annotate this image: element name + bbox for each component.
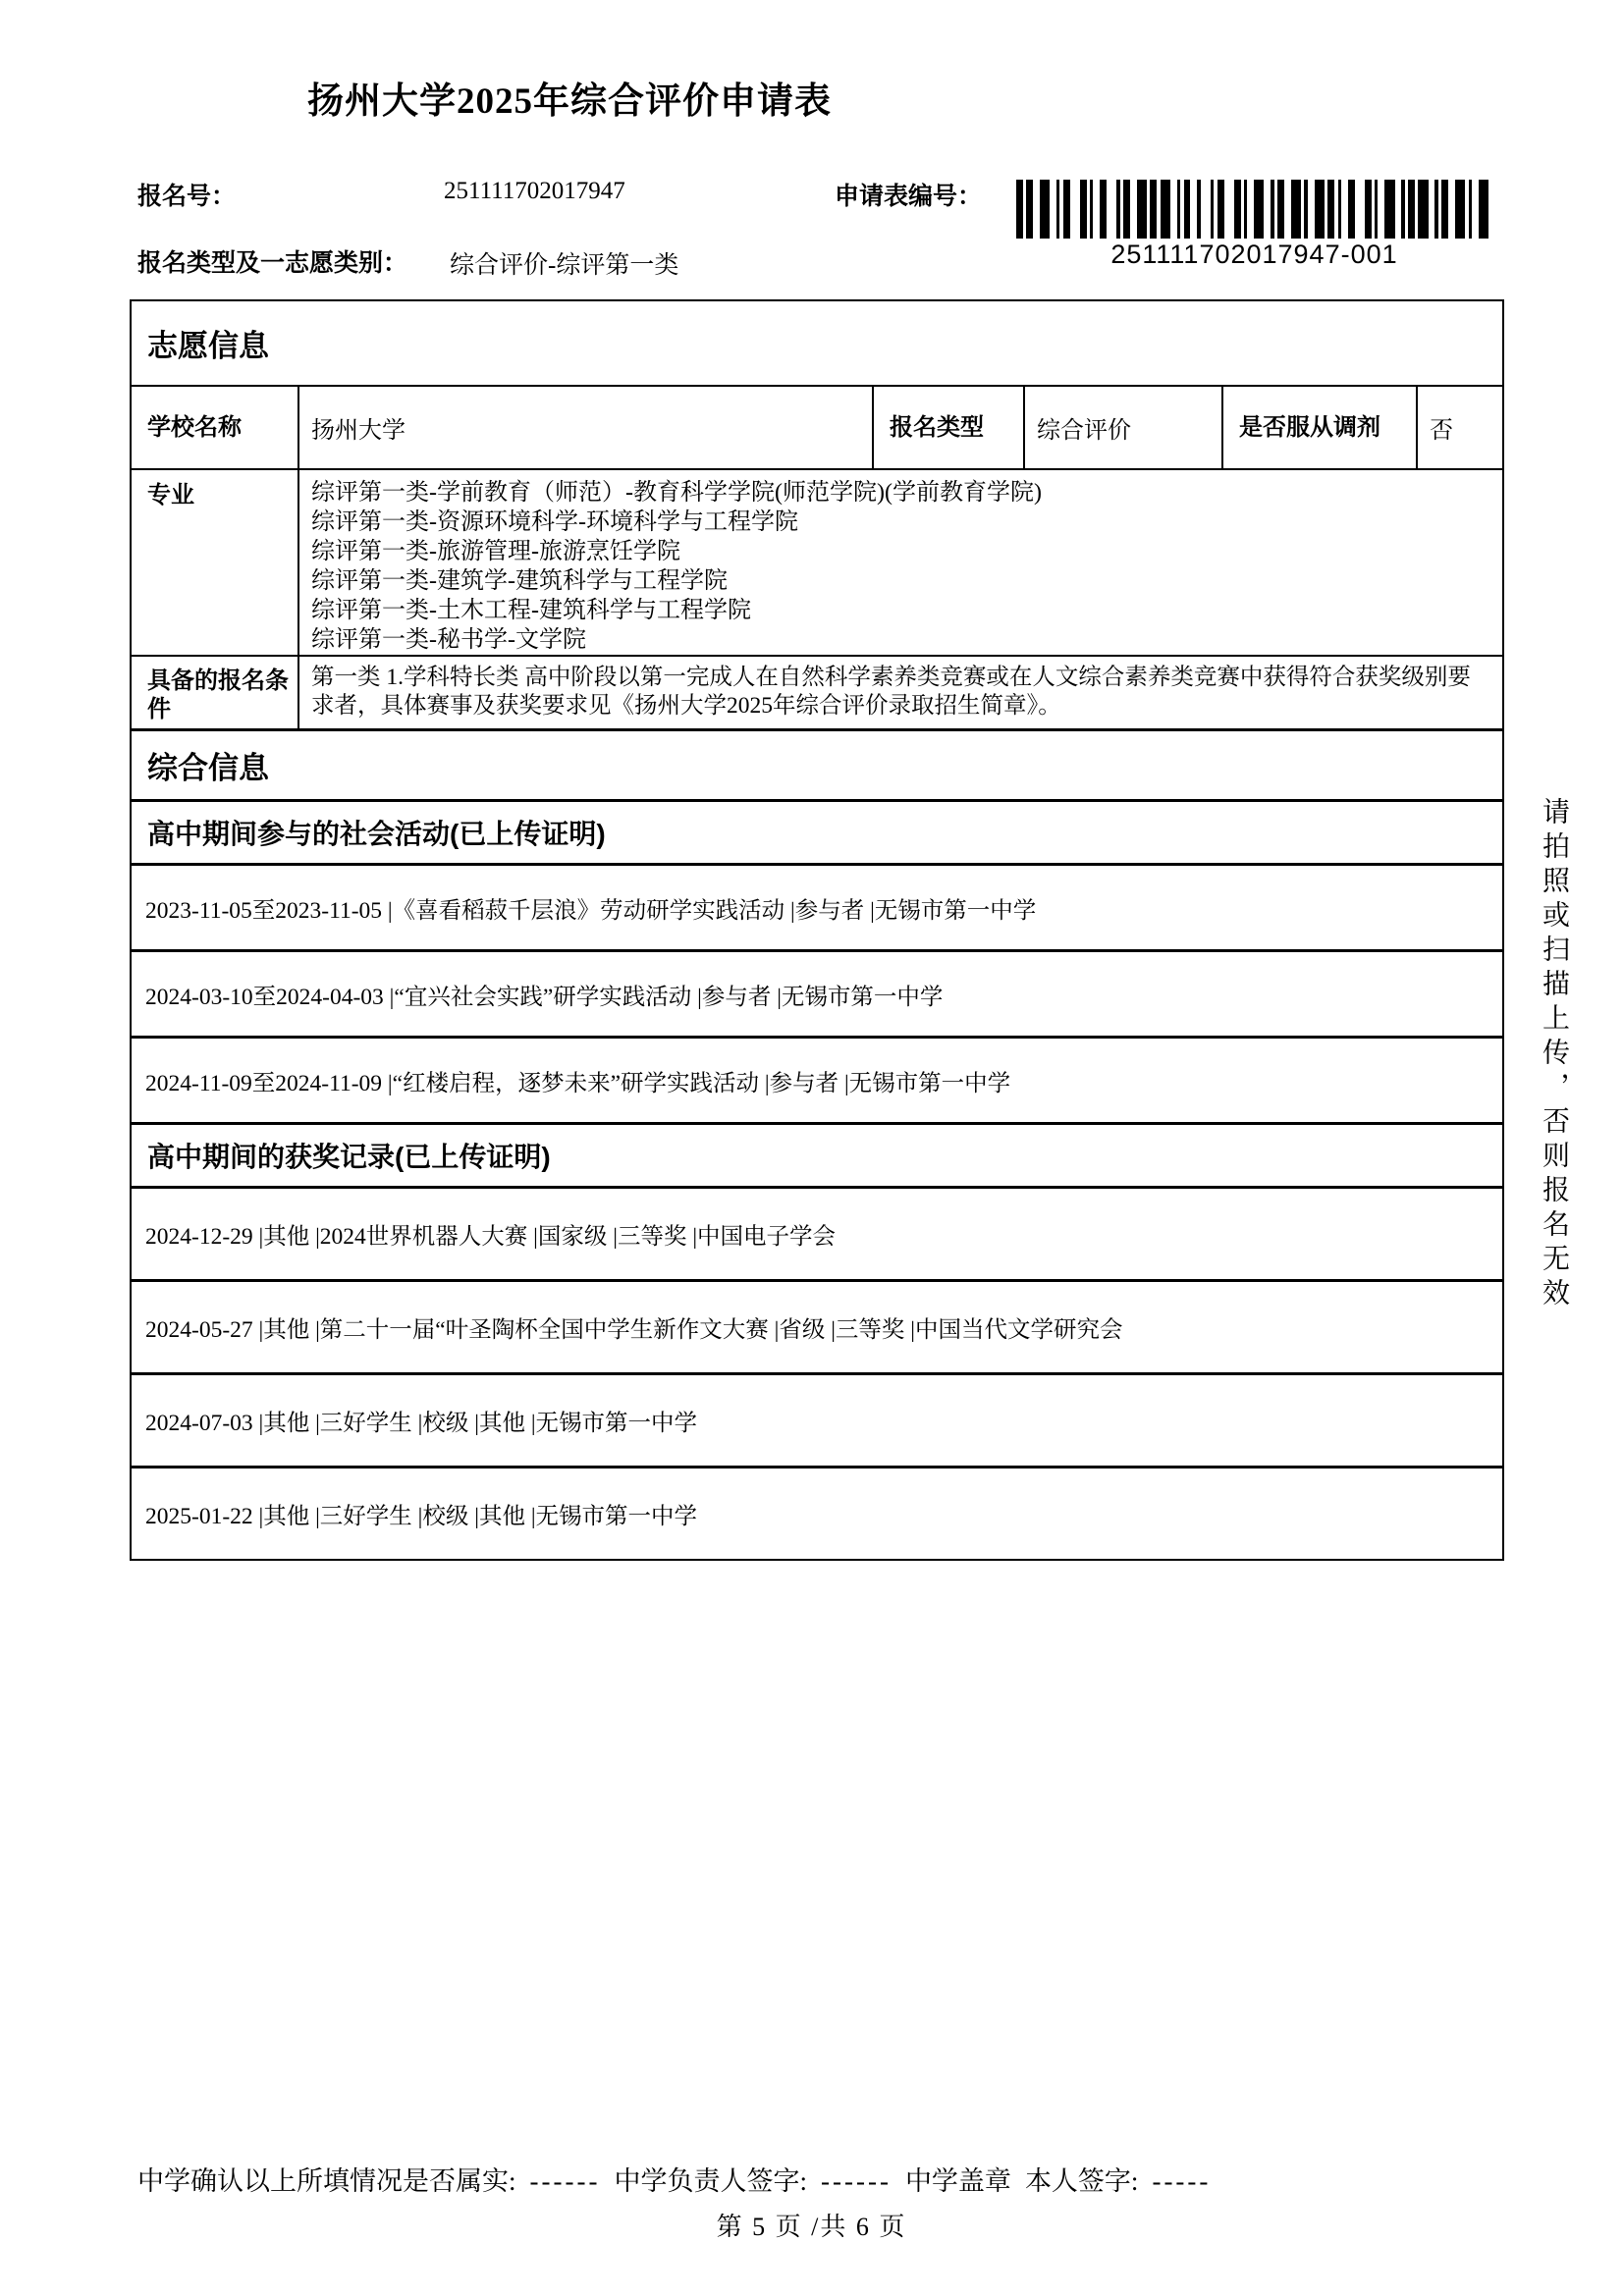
school-name-value: 扬州大学: [298, 387, 872, 468]
major-item: 综评第一类-土木工程-建筑科学与工程学院: [311, 598, 751, 623]
barcode-bar: [1488, 180, 1491, 239]
form-no-label: 申请表编号：: [835, 183, 983, 210]
barcode-bar: [1408, 180, 1415, 239]
barcode-bar: [1170, 180, 1177, 239]
barcode-bar: [1441, 180, 1448, 239]
barcode-bar: [1378, 180, 1384, 239]
school-confirmation-line: [137, 2160, 1512, 2198]
school-name-label: 学校名称: [147, 414, 242, 441]
barcode-bar: [1247, 180, 1254, 239]
activity-row: 2023-11-05至2023-11-05 |《喜看稻菽千层浪》劳动研学实践活动 |参与者 |无锡市第一中学: [145, 897, 1037, 924]
barcode-bar: [1234, 180, 1241, 239]
award-row: 2025-01-22 |其他 |三好学生 |校级 |其他 |无锡市第一中学: [145, 1504, 698, 1529]
barcode-bar: [1429, 180, 1435, 239]
major-item: 综评第一类-旅游管理-旅游烹饪学院: [311, 539, 680, 564]
reg-no-value: 251111702017947: [444, 178, 625, 204]
barcode-bar: [1100, 180, 1107, 239]
barcode-bar: [1040, 180, 1050, 239]
barcode-bar: [1355, 180, 1365, 239]
barcode-bar: [1080, 180, 1087, 239]
activities-title: 高中期间参与的社会活动(已上传证明): [147, 819, 606, 849]
barcode-bar: [1016, 180, 1023, 239]
award-row: 2024-07-03 |其他 |三好学生 |校级 |其他 |无锡市第一中学: [145, 1411, 698, 1436]
barcode-bar: [1395, 180, 1402, 239]
adjust-label: 是否服从调剂: [1221, 387, 1416, 468]
barcode-bar: [1277, 180, 1284, 239]
barcode-bar: [1472, 180, 1479, 239]
head-sign-label: 中学负责人签字:: [614, 2166, 807, 2196]
barcode-bar: [1070, 180, 1080, 239]
activity-row: 2024-11-09至2024-11-09 |“红楼启程，逐梦未来”研学实践活动 |参与者 |无锡市第一中学: [145, 1070, 1011, 1096]
blank-line: ------: [529, 2166, 601, 2196]
blank-line: -----: [1152, 2166, 1212, 2196]
application-table: [130, 299, 1504, 1561]
barcode-bar: [1455, 180, 1465, 239]
barcode-bar: [1448, 180, 1455, 239]
reg-no-label: 报名号：: [137, 183, 237, 210]
barcode-bar: [1341, 180, 1348, 239]
barcode-bar: [1161, 180, 1170, 239]
section-title-comprehensive: 综合信息: [147, 751, 269, 785]
apply-type-label: 报名类型: [872, 387, 1023, 468]
major-list: [298, 470, 1502, 655]
major-item: 综评第一类-学前教育（师范）-教育科学学院(师范学院)(学前教育学院): [311, 480, 1042, 506]
barcode-bar: [1284, 180, 1291, 239]
barcode-number: 251111702017947-001: [1110, 240, 1398, 269]
condition-text: 第一类 1.学科特长类 高中阶段以第一完成人在自然科学素养类竞赛或在人文综合素养类竞赛中获得符合获奖级别要求者，具体赛事及获奖要求见《扬州大学2025年综合评价录取招生简章》。: [298, 657, 1502, 728]
barcode-bar: [1190, 180, 1197, 239]
major-item: 综评第一类-建筑学-建筑科学与工程学院: [311, 568, 728, 594]
awards-title: 高中期间的获奖记录(已上传证明): [147, 1142, 551, 1172]
barcode-bar: [1254, 180, 1264, 239]
barcode-bar: [1184, 180, 1191, 239]
major-label: 专业: [147, 482, 194, 508]
barcode-bar: [1123, 180, 1130, 239]
blank-line: ------: [820, 2166, 892, 2196]
barcode-bar: [1063, 180, 1070, 239]
upload-reminder-note: 请拍照或扫描上传，否则报名无效: [1539, 797, 1569, 1312]
barcode-bar: [1050, 180, 1056, 239]
barcode-bar: [1150, 180, 1157, 239]
barcode-bar: [1137, 180, 1147, 239]
barcode-bar: [1479, 180, 1488, 239]
barcode-bar: [1365, 180, 1372, 239]
barcode-bar: [1224, 180, 1234, 239]
barcode-bar: [1130, 180, 1137, 239]
condition-label: 具备的报名条件: [147, 667, 289, 722]
confirm-label: 中学确认以上所填情况是否属实:: [137, 2166, 516, 2196]
page-title: 扬州大学2025年综合评价申请表: [307, 81, 832, 122]
major-item: 综评第一类-资源环境科学-环境科学与工程学院: [311, 509, 798, 535]
barcode-bar: [1201, 180, 1211, 239]
barcode-bar: [1264, 180, 1271, 239]
self-sign-label: 本人签字:: [1024, 2166, 1139, 2196]
seal-label: 中学盖章: [904, 2166, 1011, 2196]
barcode-bar: [1327, 180, 1334, 239]
barcode-bars: [1016, 180, 1492, 239]
barcode-bar: [1107, 180, 1116, 239]
award-row: 2024-12-29 |其他 |2024世界机器人大赛 |国家级 |三等奖 |中国电子学会: [145, 1224, 837, 1250]
barcode-bar: [1418, 180, 1428, 239]
adjust-value: 否: [1416, 387, 1502, 468]
barcode-bar: [1308, 180, 1315, 239]
activity-row: 2024-03-10至2024-04-03 |“宜兴社会实践”研学实践活动 |参与者 |无锡市第一中学: [145, 984, 944, 1010]
award-row: 2024-05-27 |其他 |第二十一届“叶圣陶杯全国中学生新作文大赛 |省级 |三等奖 |中国当代文学研究会: [145, 1317, 1123, 1343]
section-title-volunteer: 志愿信息: [147, 329, 269, 363]
barcode-bar: [1315, 180, 1325, 239]
barcode-bar: [1384, 180, 1394, 239]
barcode-bar: [1093, 180, 1100, 239]
barcode-bar: [1217, 180, 1224, 239]
category-value: 综合评价-综评第一类: [450, 252, 679, 279]
barcode-bar: [1033, 180, 1040, 239]
barcode-bar: [1026, 180, 1033, 239]
barcode-bar: [1291, 180, 1301, 239]
apply-type-value: 综合评价: [1023, 387, 1221, 468]
major-item: 综评第一类-秘书学-文学院: [311, 627, 586, 653]
barcode-bar: [1348, 180, 1355, 239]
page-number: 第 5 页 /共 6 页: [716, 2213, 907, 2241]
category-label: 报名类型及一志愿类别：: [137, 249, 408, 277]
barcode: [1016, 180, 1492, 239]
